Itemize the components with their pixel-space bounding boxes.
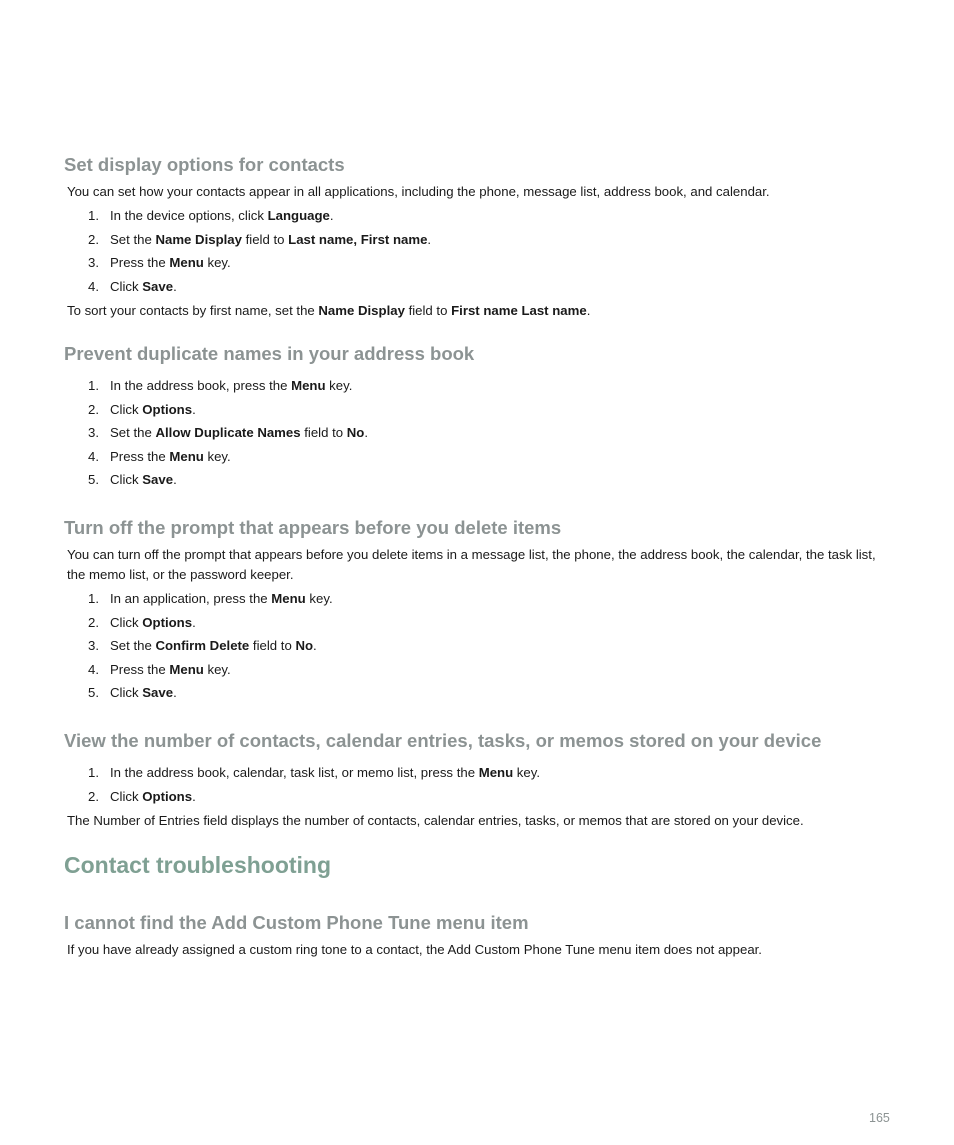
text-run: . bbox=[192, 788, 196, 804]
text-run: . bbox=[427, 231, 432, 247]
ui-term: Menu bbox=[271, 591, 306, 606]
ui-term: Options bbox=[142, 614, 193, 630]
text-run: In the device options, click bbox=[110, 208, 268, 223]
text-run: . bbox=[173, 685, 177, 701]
text-run: key. bbox=[305, 591, 333, 606]
section-heading-delete-prompt: Turn off the prompt that appears before you delete items bbox=[64, 517, 562, 538]
ui-term: Save bbox=[142, 278, 174, 294]
contact-troubleshooting-heading: Contact troubleshooting bbox=[64, 852, 332, 878]
step-text bbox=[110, 377, 352, 395]
text-run: key. bbox=[203, 448, 231, 464]
step-text bbox=[110, 684, 177, 702]
text-run: . bbox=[173, 472, 177, 488]
ui-term: Language bbox=[267, 208, 330, 223]
ui-term: Name Display bbox=[155, 231, 242, 247]
step-number: 1. bbox=[88, 208, 99, 223]
ui-term: No bbox=[346, 425, 365, 441]
step-text bbox=[110, 231, 431, 249]
ui-term: Options bbox=[142, 788, 193, 804]
ui-term: Menu bbox=[169, 255, 204, 271]
ui-term: Name Display bbox=[318, 303, 405, 318]
text-run: To sort your contacts by first name, set the bbox=[67, 303, 319, 318]
step-text bbox=[110, 788, 196, 806]
text-run: . bbox=[192, 401, 196, 417]
text-run: Press the bbox=[110, 661, 170, 677]
section-intro-display-options: You can set how your contacts appear in all applications, including the phone, message list, address book, and calendar. bbox=[67, 184, 770, 199]
step-number: 2. bbox=[88, 231, 99, 247]
ui-term: Menu bbox=[169, 661, 204, 677]
step-text bbox=[110, 764, 540, 782]
step-text bbox=[110, 401, 196, 419]
text-run: Press the bbox=[110, 255, 170, 271]
text-run: field to bbox=[249, 638, 296, 654]
step-text bbox=[110, 424, 368, 442]
step-number: 2. bbox=[88, 788, 99, 804]
section-heading-duplicate-names: Prevent duplicate names in your address book bbox=[64, 343, 475, 364]
step-text bbox=[110, 471, 177, 489]
section-note-view-number bbox=[67, 811, 897, 831]
step-number: 4. bbox=[88, 278, 99, 294]
text-run: key. bbox=[203, 255, 231, 271]
text-run: In the address book, press the bbox=[110, 378, 292, 393]
step-number: 1. bbox=[88, 591, 99, 606]
step-number: 2. bbox=[88, 401, 99, 417]
section-intro-delete-prompt: You can turn off the prompt that appears before you delete items in a message list, the phone, the address book, the calendar, the task list, the memo list, or the password keeper. bbox=[67, 547, 876, 582]
step-text bbox=[110, 278, 177, 296]
step-number: 4. bbox=[88, 661, 99, 677]
ui-term: Save bbox=[142, 472, 174, 488]
ui-term: Allow Duplicate Names bbox=[155, 425, 301, 441]
text-run: . bbox=[364, 425, 369, 441]
ui-term: Menu bbox=[478, 765, 514, 780]
step-text bbox=[110, 254, 231, 272]
text-run: The Number of Entries field displays the number of contacts, calendar entries, tasks, or memos that are stored on your device. bbox=[67, 813, 804, 828]
ui-term: Menu bbox=[291, 378, 326, 393]
text-run: Set the bbox=[110, 425, 156, 441]
text-run: key. bbox=[325, 378, 353, 393]
text-run: key. bbox=[203, 661, 231, 677]
text-run: field to bbox=[241, 231, 289, 247]
step-number: 5. bbox=[88, 685, 99, 701]
text-run: Press the bbox=[110, 448, 170, 464]
ui-term: Confirm Delete bbox=[155, 638, 250, 654]
step-text bbox=[110, 637, 317, 655]
step-number: 3. bbox=[88, 425, 99, 441]
custom-phone-tune-text: If you have already assigned a custom ring tone to a contact, the Add Custom Phone Tune menu item does not appear. bbox=[67, 942, 762, 957]
ui-term: Save bbox=[142, 685, 174, 701]
step-text bbox=[110, 661, 231, 679]
text-run: . bbox=[192, 614, 196, 630]
step-text bbox=[110, 448, 231, 466]
section-heading-view-number: View the number of contacts, calendar entries, tasks, or memos stored on your device bbox=[64, 730, 822, 751]
step-number: 3. bbox=[88, 255, 99, 271]
text-run: Click bbox=[110, 472, 143, 488]
step-text bbox=[110, 614, 196, 632]
step-number: 2. bbox=[88, 614, 99, 630]
text-run: Click bbox=[110, 614, 143, 630]
ui-term: No bbox=[295, 638, 314, 654]
section-heading-display-options: Set display options for contacts bbox=[64, 154, 345, 175]
step-number: 5. bbox=[88, 472, 99, 488]
text-run: Click bbox=[110, 788, 143, 804]
ui-term: Menu bbox=[169, 448, 204, 464]
step-text bbox=[110, 207, 334, 225]
text-run: In an application, press the bbox=[110, 591, 272, 606]
ui-term: Options bbox=[142, 401, 193, 417]
section-note-display-options bbox=[67, 301, 897, 321]
text-run: In the address book, calendar, task list, or memo list, press the bbox=[110, 765, 479, 780]
step-number: 4. bbox=[88, 448, 99, 464]
text-run: Click bbox=[110, 401, 143, 417]
step-number: 1. bbox=[88, 765, 99, 780]
step-text bbox=[110, 590, 333, 608]
ui-term: Last name, First name bbox=[288, 231, 428, 247]
text-run: Click bbox=[110, 685, 143, 701]
text-run: key. bbox=[513, 765, 541, 780]
text-run: Click bbox=[110, 278, 143, 294]
custom-phone-tune-heading: I cannot find the Add Custom Phone Tune menu item bbox=[64, 912, 529, 933]
text-run: . bbox=[173, 278, 177, 294]
page-number: 165 bbox=[869, 1111, 890, 1125]
text-run: . bbox=[329, 208, 334, 223]
text-run: . bbox=[313, 638, 317, 654]
text-run: field to bbox=[404, 303, 452, 318]
step-number: 3. bbox=[88, 638, 99, 654]
text-run: . bbox=[586, 303, 591, 318]
text-run: Set the bbox=[110, 231, 156, 247]
ui-term: First name Last name bbox=[451, 303, 587, 318]
text-run: Set the bbox=[110, 638, 156, 654]
text-run: field to bbox=[300, 425, 347, 441]
step-number: 1. bbox=[88, 378, 99, 393]
